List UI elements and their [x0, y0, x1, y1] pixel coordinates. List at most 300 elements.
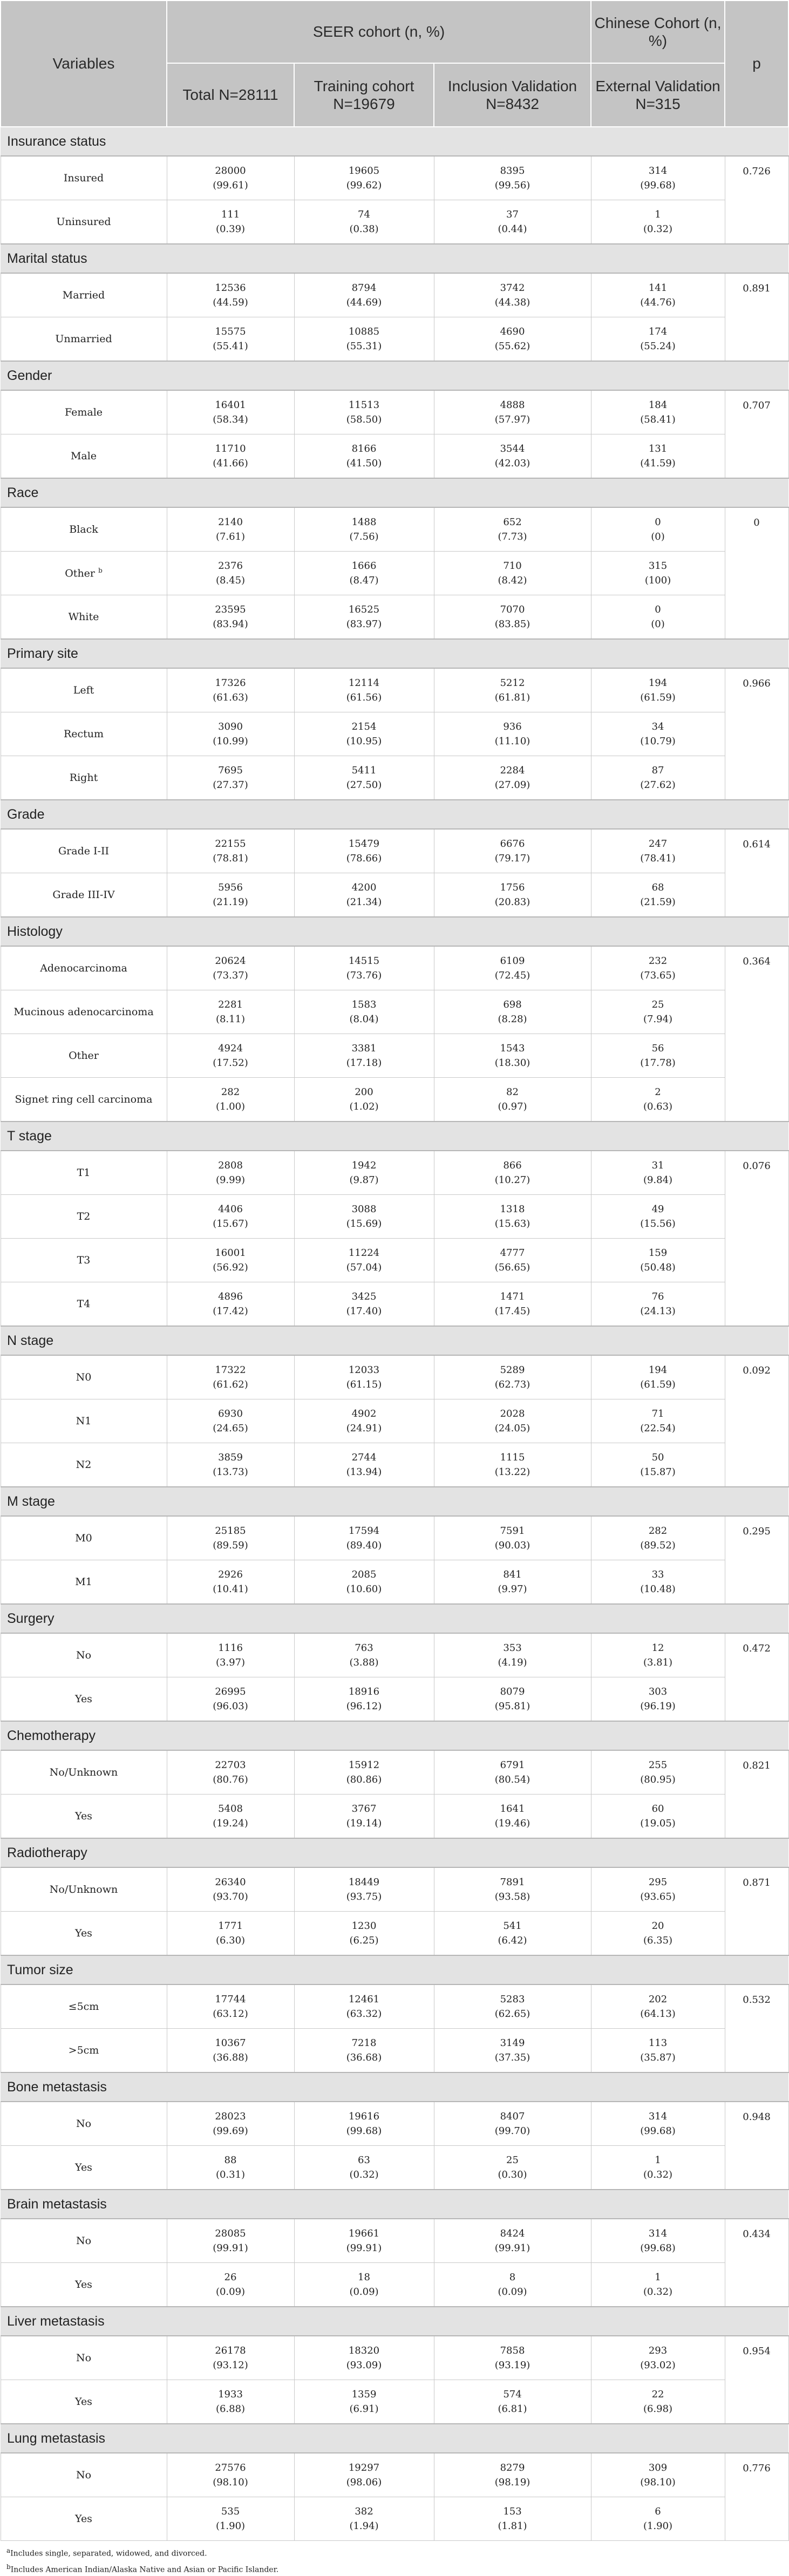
table-row [1, 1151, 788, 1195]
level-label [1, 2102, 167, 2146]
percent-value: (22.54) [640, 1423, 676, 1434]
count-value: 4200 [351, 882, 377, 893]
count-value: 22 [651, 2389, 664, 2400]
count-value: 5212 [500, 677, 525, 689]
count-value: 26178 [215, 2345, 246, 2356]
percent-value: (73.37) [213, 970, 248, 981]
inclusion-cell [434, 273, 591, 317]
percent-value: (15.87) [640, 1466, 676, 1478]
level-text: Black [69, 523, 98, 535]
count-value: 14515 [348, 955, 380, 967]
percent-value: (7.73) [498, 531, 527, 542]
total-cell [167, 1912, 294, 1956]
count-value: 25 [651, 999, 664, 1010]
table-header [1, 1, 788, 127]
training-cell [294, 1795, 434, 1839]
total-cell [167, 390, 294, 434]
percent-value: (0.32) [643, 2169, 673, 2180]
category-row [1, 1838, 788, 1867]
count-value: 18320 [348, 2345, 380, 2356]
level-text: Yes [75, 1810, 92, 1822]
category-title: Liver metastasis [1, 2307, 788, 2336]
total-cell [167, 1516, 294, 1560]
inclusion-cell [434, 1282, 591, 1327]
category-row [1, 2307, 788, 2336]
count-value: 866 [503, 1160, 522, 1171]
percent-value: (55.31) [346, 341, 382, 352]
percent-value: (21.59) [640, 896, 676, 908]
p-value-cell: 0.295 [725, 1516, 788, 1604]
table-row [1, 829, 788, 873]
level-label [1, 946, 167, 990]
count-value: 111 [221, 209, 240, 220]
training-cell [294, 2219, 434, 2263]
percent-value: (17.78) [640, 1057, 676, 1069]
count-value: 282 [221, 1086, 240, 1098]
percent-value: (27.62) [640, 779, 676, 791]
count-value: 174 [648, 326, 668, 337]
category-title: Chemotherapy [1, 1721, 788, 1750]
count-value: 28085 [215, 2228, 246, 2239]
percent-value: (0.38) [349, 223, 379, 235]
category-row [1, 1326, 788, 1355]
category-title: Tumor size [1, 1955, 788, 1984]
inclusion-cell [434, 2497, 591, 2541]
level-text: Yes [75, 2395, 92, 2408]
percent-value: (99.68) [346, 2125, 382, 2137]
level-label [1, 1633, 167, 1677]
training-cell [294, 1633, 434, 1677]
level-label [1, 829, 167, 873]
percent-value: (19.46) [494, 1818, 530, 1829]
percent-value: (99.91) [213, 2242, 248, 2254]
category-title: Marital status [1, 244, 788, 273]
count-value: 541 [503, 1920, 522, 1932]
percent-value: (3.88) [349, 1657, 379, 1668]
total-cell [167, 1399, 294, 1443]
percent-value: (17.40) [346, 1306, 382, 1317]
category-row [1, 361, 788, 390]
percent-value: (10.48) [640, 1583, 676, 1595]
inclusion-cell [434, 552, 591, 595]
count-value: 18916 [348, 1686, 380, 1697]
count-value: 698 [503, 999, 522, 1010]
percent-value: (98.19) [494, 2477, 530, 2488]
percent-value: (89.52) [640, 1540, 676, 1551]
p-value-cell: 0.472 [725, 1633, 788, 1721]
inclusion-cell [434, 1984, 591, 2029]
table-row [1, 1195, 788, 1239]
count-value: 4888 [500, 399, 525, 411]
count-value: 1933 [218, 2389, 243, 2400]
percent-value: (61.62) [213, 1379, 248, 1390]
p-value-header: p [725, 1, 788, 127]
percent-value: (80.76) [213, 1774, 248, 1785]
percent-value: (58.41) [640, 414, 676, 425]
percent-value: (17.18) [346, 1057, 382, 1069]
external-cell [591, 2336, 725, 2380]
training-cell [294, 2336, 434, 2380]
count-value: 33 [651, 1569, 664, 1580]
percent-value: (7.56) [349, 531, 379, 542]
inclusion-cell [434, 595, 591, 640]
count-value: 17322 [215, 1364, 246, 1376]
percent-value: (20.83) [494, 896, 530, 908]
category-row [1, 1122, 788, 1151]
level-text: Yes [75, 2512, 92, 2525]
percent-value: (64.13) [640, 2008, 676, 2020]
external-cell [591, 2102, 725, 2146]
level-label [1, 200, 167, 244]
percent-value: (96.19) [640, 1701, 676, 1712]
percent-value: (6.88) [215, 2403, 246, 2415]
count-value: 295 [648, 1877, 668, 1888]
percent-value: (1.81) [498, 2520, 527, 2532]
percent-value: (83.97) [346, 618, 382, 630]
external-cell [591, 200, 725, 244]
count-value: 314 [648, 165, 668, 176]
count-value: 3859 [218, 1452, 243, 1463]
percent-value: (27.50) [346, 779, 382, 791]
p-value-cell: 0.954 [725, 2336, 788, 2424]
percent-value: (57.97) [494, 414, 530, 425]
count-value: 194 [648, 1364, 668, 1376]
total-cell [167, 2263, 294, 2307]
level-text: Married [62, 289, 105, 301]
p-value-cell: 0.871 [725, 1867, 788, 1955]
percent-value: (78.41) [640, 853, 676, 864]
percent-value: (6.35) [643, 1935, 673, 1946]
count-value: 8279 [500, 2462, 525, 2473]
external-cell [591, 1633, 725, 1677]
percent-value: (10.60) [346, 1583, 382, 1595]
percent-value: (90.03) [494, 1540, 530, 1551]
percent-value: (0.63) [643, 1101, 673, 1112]
level-label [1, 434, 167, 479]
total-cell [167, 1443, 294, 1487]
p-value-cell: 0.092 [725, 1355, 788, 1487]
table-row [1, 668, 788, 712]
count-value: 5411 [351, 765, 377, 776]
external-cell [591, 1239, 725, 1282]
table-row [1, 1516, 788, 1560]
percent-value: (0) [651, 531, 665, 542]
count-value: 16525 [348, 604, 380, 615]
percent-value: (19.24) [213, 1818, 248, 1829]
footnote-marker: b [98, 566, 103, 574]
count-value: 6930 [218, 1408, 243, 1419]
percent-value: (56.92) [213, 1262, 248, 1273]
percent-value: (61.59) [640, 1379, 676, 1390]
category-row [1, 478, 788, 507]
percent-value: (41.66) [213, 458, 248, 469]
category-row [1, 2190, 788, 2219]
external-cell [591, 990, 725, 1034]
level-text: Yes [75, 1927, 92, 1939]
training-cell [294, 507, 434, 552]
percent-value: (99.68) [640, 2125, 676, 2137]
inclusion-cell [434, 2146, 591, 2190]
total-cell [167, 1677, 294, 1722]
percent-value: (9.97) [498, 1583, 527, 1595]
count-value: 1488 [351, 516, 377, 528]
category-title: Lung metastasis [1, 2424, 788, 2453]
percent-value: (9.99) [215, 1174, 246, 1186]
percent-value: (13.22) [494, 1466, 530, 1478]
percent-value: (63.32) [346, 2008, 382, 2020]
footnote [0, 2560, 788, 2576]
level-text: Mucinous adenocarcinoma [13, 1005, 154, 1018]
percent-value: (0.31) [215, 2169, 246, 2180]
total-cell [167, 990, 294, 1034]
percent-value: (11.10) [494, 736, 530, 747]
level-label [1, 507, 167, 552]
p-value-cell: 0 [725, 507, 788, 639]
total-cell [167, 552, 294, 595]
total-cell [167, 507, 294, 552]
training-cell [294, 2102, 434, 2146]
count-value: 23595 [215, 604, 246, 615]
total-cell [167, 712, 294, 756]
count-value: 12461 [348, 1994, 380, 2005]
percent-value: (19.05) [640, 1818, 676, 1829]
count-value: 4924 [218, 1043, 243, 1054]
level-text: No/Unknown [49, 1766, 118, 1778]
percent-value: (21.19) [213, 896, 248, 908]
table-row [1, 1633, 788, 1677]
count-value: 12 [651, 1642, 664, 1654]
training-cell [294, 1560, 434, 1605]
count-value: 28000 [215, 165, 246, 176]
inclusion-cell [434, 390, 591, 434]
percent-value: (99.91) [494, 2242, 530, 2254]
count-value: 1641 [500, 1803, 525, 1814]
training-cell [294, 1399, 434, 1443]
percent-value: (1.90) [643, 2520, 673, 2532]
percent-value: (44.59) [213, 297, 248, 308]
count-value: 1942 [351, 1160, 377, 1171]
p-value-cell: 0.966 [725, 668, 788, 800]
count-value: 15479 [348, 838, 380, 849]
p-value-cell: 0.364 [725, 946, 788, 1122]
training-cell [294, 1867, 434, 1912]
external-cell [591, 1795, 725, 1839]
count-value: 5289 [500, 1364, 525, 1376]
table-row [1, 756, 788, 800]
count-value: 17744 [215, 1994, 246, 2005]
p-value-cell: 0.948 [725, 2102, 788, 2190]
training-cell [294, 2497, 434, 2541]
category-row [1, 1604, 788, 1633]
level-label [1, 595, 167, 640]
count-value: 1471 [500, 1291, 525, 1302]
training-cell [294, 1984, 434, 2029]
percent-value: (58.50) [346, 414, 382, 425]
count-value: 87 [651, 765, 664, 776]
table-row [1, 2336, 788, 2380]
table-row [1, 2102, 788, 2146]
total-cell [167, 1633, 294, 1677]
category-title: Gender [1, 361, 788, 390]
training-cell [294, 1912, 434, 1956]
inclusion-cell [434, 200, 591, 244]
level-text: Insured [63, 172, 104, 184]
level-label [1, 1867, 167, 1912]
category-title: Histology [1, 917, 788, 946]
inclusion-cell [434, 829, 591, 873]
inclusion-validation-header: Inclusion Validation N=8432 [434, 63, 591, 127]
level-text: N0 [76, 1371, 92, 1383]
count-value: 56 [651, 1043, 664, 1054]
category-title: Bone metastasis [1, 2072, 788, 2102]
count-value: 12033 [348, 1364, 380, 1376]
level-label [1, 1750, 167, 1795]
level-text: Rectum [63, 728, 104, 740]
level-label [1, 873, 167, 917]
training-cell [294, 756, 434, 800]
count-value: 10885 [348, 326, 380, 337]
count-value: 71 [651, 1408, 664, 1419]
inclusion-cell [434, 1151, 591, 1195]
percent-value: (15.67) [213, 1218, 248, 1229]
percent-value: (8.42) [498, 575, 527, 586]
footnote-mark: a [6, 2547, 11, 2554]
level-label [1, 156, 167, 200]
p-value-cell: 0.076 [725, 1151, 788, 1326]
level-text: Left [73, 684, 94, 696]
count-value: 20624 [215, 955, 246, 967]
training-cohort-header: Training cohort N=19679 [294, 63, 434, 127]
count-value: 8424 [500, 2228, 525, 2239]
percent-value: (80.54) [494, 1774, 530, 1785]
external-cell [591, 390, 725, 434]
level-text: No [76, 2351, 92, 2364]
external-cell [591, 2453, 725, 2497]
level-label [1, 1984, 167, 2029]
training-cell [294, 1677, 434, 1722]
count-value: 200 [355, 1086, 373, 1098]
p-value-cell: 0.726 [725, 156, 788, 244]
external-cell [591, 2380, 725, 2424]
training-cell [294, 668, 434, 712]
percent-value: (1.02) [349, 1101, 379, 1112]
table-row [1, 273, 788, 317]
percent-value: (1.00) [215, 1101, 246, 1112]
p-value-cell: 0.434 [725, 2219, 788, 2307]
count-value: 159 [648, 1247, 668, 1259]
percent-value: (27.09) [494, 779, 530, 791]
training-cell [294, 595, 434, 640]
level-text: Yes [75, 2161, 92, 2173]
percent-value: (8.11) [215, 1014, 246, 1025]
inclusion-cell [434, 2263, 591, 2307]
count-value: 1318 [500, 1204, 525, 1215]
count-value: 4777 [500, 1247, 525, 1259]
count-value: 10367 [215, 2037, 246, 2049]
table-row [1, 1795, 788, 1839]
table-row [1, 1750, 788, 1795]
total-cell [167, 1750, 294, 1795]
category-title: N stage [1, 1326, 788, 1355]
count-value: 184 [648, 399, 668, 411]
percent-value: (6.91) [349, 2403, 379, 2415]
percent-value: (79.17) [494, 853, 530, 864]
percent-value: (83.85) [494, 618, 530, 630]
external-cell [591, 507, 725, 552]
external-cell [591, 1078, 725, 1122]
count-value: 309 [648, 2462, 668, 2473]
seer-cohort-header: SEER cohort (n, %) [167, 1, 591, 63]
count-value: 841 [503, 1569, 522, 1580]
inclusion-cell [434, 1078, 591, 1122]
percent-value: (98.10) [213, 2477, 248, 2488]
table-row [1, 1399, 788, 1443]
count-value: 60 [651, 1803, 664, 1814]
inclusion-cell [434, 2102, 591, 2146]
count-value: 4896 [218, 1291, 243, 1302]
count-value: 3090 [218, 721, 243, 732]
percent-value: (80.95) [640, 1774, 676, 1785]
table-row [1, 200, 788, 244]
count-value: 12114 [348, 677, 380, 689]
p-value-cell: 0.532 [725, 1984, 788, 2072]
external-cell [591, 2029, 725, 2073]
inclusion-cell [434, 507, 591, 552]
table-row [1, 552, 788, 595]
count-value: 19616 [348, 2111, 380, 2122]
percent-value: (99.69) [213, 2125, 248, 2137]
count-value: 11710 [215, 443, 246, 454]
count-value: 0 [655, 604, 661, 615]
count-value: 50 [651, 1452, 664, 1463]
count-value: 3088 [351, 1204, 377, 1215]
count-value: 88 [224, 2154, 237, 2166]
percent-value: (41.59) [640, 458, 676, 469]
count-value: 27576 [215, 2462, 246, 2473]
percent-value: (73.76) [346, 970, 382, 981]
footnote-text: Includes single, separated, widowed, and divorced. [10, 2549, 207, 2558]
percent-value: (18.30) [494, 1057, 530, 1069]
percent-value: (93.02) [640, 2360, 676, 2371]
external-cell [591, 156, 725, 200]
level-text: Other [65, 567, 96, 579]
count-value: 293 [648, 2345, 668, 2356]
level-text: T2 [77, 1210, 91, 1222]
level-label [1, 712, 167, 756]
total-cell [167, 1867, 294, 1912]
count-value: 22703 [215, 1759, 246, 1771]
count-value: 8794 [351, 282, 377, 294]
inclusion-cell [434, 756, 591, 800]
count-value: 6 [655, 2506, 661, 2517]
external-cell [591, 1443, 725, 1487]
training-cell [294, 552, 434, 595]
percent-value: (98.06) [346, 2477, 382, 2488]
external-cell [591, 2219, 725, 2263]
external-cell [591, 1282, 725, 1327]
count-value: 34 [651, 721, 664, 732]
category-title: Surgery [1, 1604, 788, 1633]
category-row [1, 1955, 788, 1984]
count-value: 2808 [218, 1160, 243, 1171]
count-value: 17326 [215, 677, 246, 689]
percent-value: (89.59) [213, 1540, 248, 1551]
category-row [1, 2072, 788, 2102]
percent-value: (10.27) [494, 1174, 530, 1186]
percent-value: (24.05) [494, 1423, 530, 1434]
level-label [1, 390, 167, 434]
inclusion-cell [434, 434, 591, 479]
